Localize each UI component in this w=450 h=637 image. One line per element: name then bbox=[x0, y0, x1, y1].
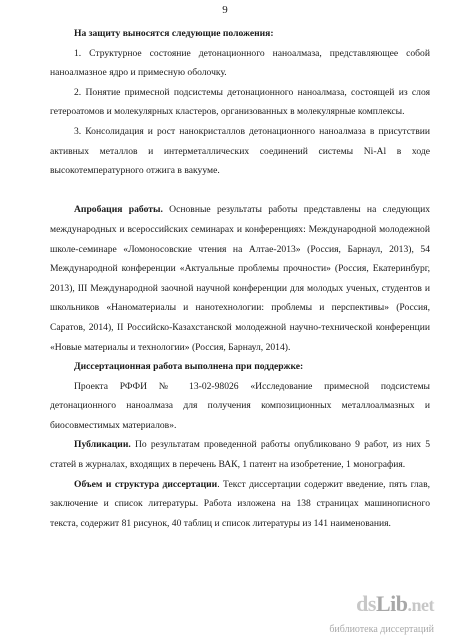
support-text: Проекта РФФИ № 13-02-98026 «Исследование примесной подсистемы детонационного наноалмаза для получения композиционных металлоалмазных и биосовместимых материалов». bbox=[50, 380, 430, 431]
structure-paragraph bbox=[50, 475, 430, 534]
approbation-paragraph bbox=[50, 200, 430, 357]
watermark-subtitle: библиотека диссертаций bbox=[329, 624, 434, 635]
watermark bbox=[274, 593, 434, 633]
page-number: 9 bbox=[222, 4, 228, 16]
defense-statement-1: 1. Структурное состояние детонационного наноалмаза, представляющее собой наноалмазное ядро и примесную оболочку. bbox=[50, 47, 430, 79]
approbation-lead: Апробация работы. bbox=[74, 204, 163, 216]
support-heading: Диссертационная работа выполнена при поддержке: bbox=[74, 361, 304, 373]
structure-lead: Объем и структура диссертации bbox=[74, 478, 218, 490]
paragraph-gap bbox=[50, 181, 430, 201]
watermark-logo bbox=[356, 593, 434, 616]
publications-paragraph bbox=[50, 435, 430, 474]
document-body bbox=[50, 24, 430, 533]
defense-statement-2: 2. Понятие примесной подсистемы детонационного наноалмаза, состоящей из слоя гетероатомов и молекулярных кластеров, организованных в молекулярные комплексы. bbox=[50, 86, 430, 118]
watermark-logo-ds: ds bbox=[356, 591, 376, 616]
defense-statement-3: 3. Консолидация и рост нанокристаллов детонационного наноалмаза в присутствии активных металлов и интерметаллических соединений системы Ni-Al в ходе высокотемпературного отжига в вакууме. bbox=[50, 125, 430, 177]
watermark-logo-net: .net bbox=[407, 595, 434, 615]
defense-statements-heading: На защиту выносятся следующие положения: bbox=[74, 28, 274, 39]
publications-lead: Публикации. bbox=[74, 439, 131, 451]
watermark-logo-lib: Lib bbox=[375, 591, 408, 616]
publications-text: По результатам проведенной работы опубликовано 9 работ, из них 5 статей в журналах, входящих в перечень ВАК, 1 патент на изобретение, 1 монография. bbox=[50, 439, 430, 471]
structure-text: . Текст диссертации содержит введение, пять глав, заключение и список литературы. Работа изложена на 138 страницах машинописного текста, содержит 81 рисунок, 40 таблиц и список литературы из 141 наименования. bbox=[50, 478, 430, 529]
approbation-text: Основные результаты работы представлены на следующих международных и всероссийских семинарах и конференциях: Международной молодежной школе-семинаре «Ломоносовские чтения на Алтае-2013» (Россия, Барнаул, 2013), 54 Международной конференции «Актуальные проблемы прочности» (Россия, Екатеринбург, 2013), III Международной заочной научной конференции для молодых ученых, студентов и школьников «Наноматериалы и нанотехнологии: проблемы и перспективы» (Россия, Саратов, 2014), II Российско-Казахстанской молодежной научно-технической конференции «Новые материалы и технологии» (Россия, Барнаул, 2014). bbox=[50, 204, 430, 353]
